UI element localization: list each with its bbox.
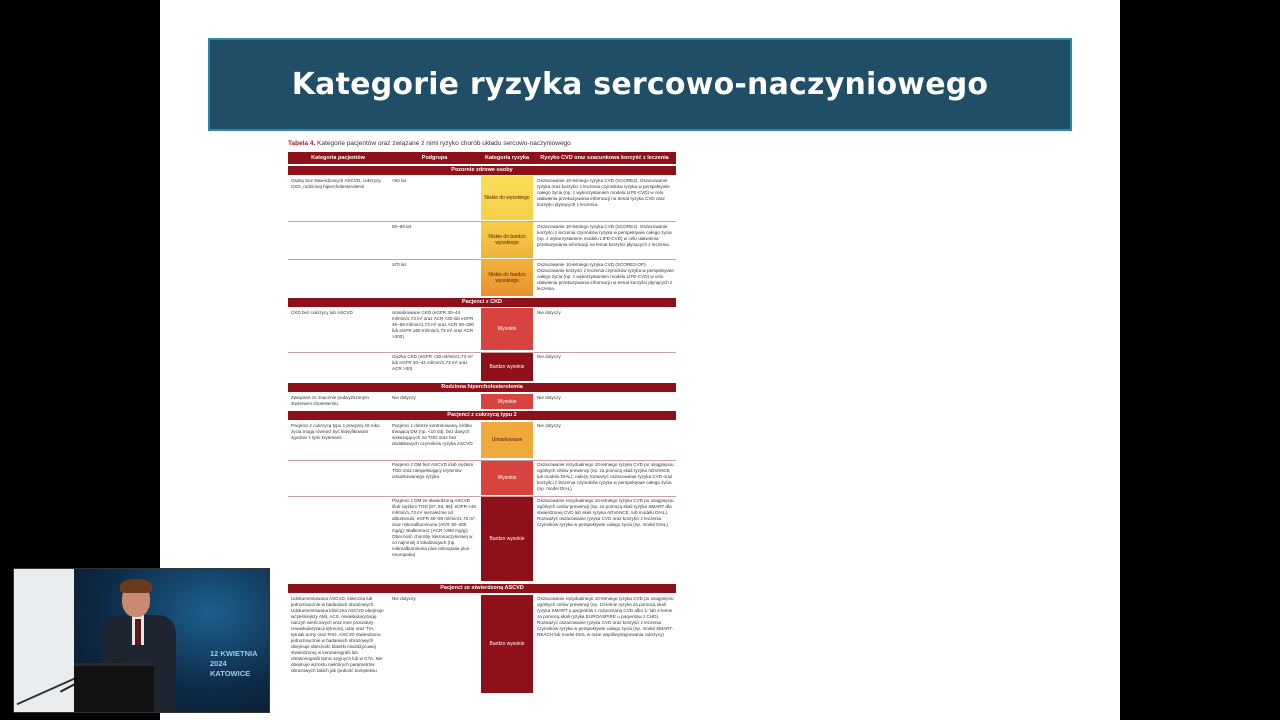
slide-title: Kategorie ryzyka sercowo-naczyniowego — [291, 67, 989, 102]
ascvd-desc: Oszacowanie rezydualnego 10-letniego ryzyka CVD po osiągnięciu ogólnych celów prewencji (np. 10-letnie ryzyko za pomocą skali ryzyka SMART u pacjentów z rozpoznaną CVD albo 1- lub 2-letnie za pomocą skali ryzyka EUROASPIRE u pacjentów z CHD). Rozważyć oszacowanie ryzyka CVD oraz korzyści z leczenia czynników ryzyka w perspektywie całego życia (np. model SMART-REACH lub model DIAL w razie współwystępowania cukrzycy) — [537, 596, 674, 637]
section-ckd: Pacjenci z CKD — [288, 298, 676, 307]
speaker-tie — [135, 619, 141, 645]
ckd-subgroup-1: Umiarkowane CKD (eGFR 30–44 ml/min/1,73 m² oraz ACR <30 lub eGFR 45–59 ml/min/1,73 m² oraz ACR 30–300 lub eGFR ≥60 ml/min/1,73 m² oraz ACR >300) — [392, 310, 474, 339]
healthy-category: Osoby bez stwierdzonych ASCVD, cukrzycy, CKD, rodzinnej hipercholesterolemii — [291, 178, 382, 189]
table-caption-text: Kategorie pacjentów oraz związane z nimi ryzyko chorób układu sercowo-naczyniowego — [317, 140, 571, 147]
ckd-risk-2: Bardzo wysokie — [481, 353, 533, 381]
speaker-video-overlay — [13, 568, 270, 713]
healthy-subgroup-3: ≥70 lat — [392, 262, 406, 267]
header-risk-category: Kategoria ryzyka — [484, 155, 530, 161]
dm-subgroup-1: Pacjenci z dobrze kontrolowaną, krótko trwającą DM (np. <10 lat), bez danych wskazujących na TOD oraz bez dodatkowych czynników ryzyka ASCVD — [392, 423, 473, 446]
header-subgroup: Podgrupa — [421, 155, 448, 161]
healthy-desc-2: Oszacowanie 10-letniego ryzyka CVD (SCORE2). Oszacowanie korzyści z leczenia czynników ryzyka w perspektywie całego życia (np. z wykorzystaniem modelu LIFE-CVD) w celu ułatwienia przekazywania informacji na temat korzyści płynących z leczenia. — [537, 224, 672, 247]
ckd-category: CKD bez cukrzycy lub ASCVD — [291, 310, 353, 315]
header-patient-category: Kategoria pacjentów — [311, 155, 365, 161]
header-cvd-risk: Ryzyko CVD oraz szacunkowa korzyść z leczenia — [540, 155, 669, 161]
dm-desc-1: Nie dotyczy — [537, 423, 561, 428]
ckd-risk-1: Wysokie — [481, 308, 533, 350]
fh-risk: Wysokie — [481, 394, 533, 409]
laptop — [74, 663, 154, 713]
dm-desc-3: Oszacowanie rezydualnego 10-letniego ryzyka CVD po osiągnięciu ogólnych celów prewencji (np. za pomocą skali ryzyka SMART dla stwierdzonej CVD lub skali ryzyka ADVANCE, lub modelu DIAL). Rozważyć oszacowanie ryzyka CVD oraz korzyści z leczenia czynników ryzyka w perspektywie całego życia (np. model DIAL) — [537, 498, 674, 527]
dm-risk-3: Bardzo wysokie — [481, 497, 533, 581]
risk-category-table — [288, 152, 676, 694]
speaker-hair — [120, 579, 152, 593]
section-familial-hypercholesterolemia: Rodzinna hipercholesterolemia — [288, 383, 676, 392]
dm-desc-2: Oszacowanie rezydualnego 10-letniego ryzyka CVD po osiągnięciu ogólnych celów prewencji (np. za pomocą skali ryzyka ADVANCE lub modelu DIAL); należy rozważyć oszacowanie ryzyka CVD oraz korzyści z leczenia czynników ryzyka w perspektywie całego życia (np. model DIAL) — [537, 462, 674, 491]
healthy-risk-1: Niskie do wysokiego — [481, 176, 533, 220]
healthy-desc-1: Oszacowanie 10-letniego ryzyka CVD (SCORE2). Oszacowanie ryzyka oraz korzyści z leczenia czynników ryzyka w perspektywie całego życia (np. z wykorzystaniem modelu LIFE-CVD) w celu ułatwienia przekazywania informacji na temat ryzyka CVD oraz korzyści płynących z leczenia. — [537, 178, 670, 207]
slide-title-banner — [208, 38, 1072, 131]
ascvd-subgroup: Nie dotyczy — [392, 596, 416, 601]
ascvd-category: Udokumentowana ASCVD, kliniczna lub jednoznacznie w badaniach obrazowych. Udokumentowana kliniczna ASCVD obejmuje wcześniejszy AMI, ACS, rewaskularyzację naczyń wieńcowych oraz inne procedury rewaskularyzacji tętniczej, udar oraz TIA, tętniak aorty oraz PAD. ASCVD stwierdzona jednoznacznie w badaniach obrazowych obejmuje obecność blaszki miażdżycowej stwierdzonej w koronarografii lub ultrasonografii tętnic szyjnych lub w CTA. Nie obejmuje wzrostu niektórych parametrów obrazowych takich jak grubość kompleksu — [291, 596, 384, 673]
ckd-desc-2: Nie dotyczy — [537, 354, 561, 359]
event-city: KATOWICE — [210, 669, 251, 678]
healthy-desc-3: Oszacowanie 10-letniego ryzyka CVD (SCORE2-OP). Oszacowanie korzyści z leczenia czynników ryzyka w perspektywie całego życia (np. z wykorzystaniem modelu LIFE-CVD) w celu ułatwienia przekazywania informacji na temat korzyści płynących z leczenia. — [537, 262, 674, 291]
fh-subgroup: Nie dotyczy — [392, 395, 416, 400]
table-caption — [288, 140, 678, 147]
dm-risk-1: Umiarkowane — [481, 422, 533, 458]
table-header-row — [288, 152, 676, 164]
event-date: 12 KWIETNIA 2024 — [210, 649, 258, 668]
event-date-text — [210, 649, 269, 679]
section-established-ascvd: Pacjenci ze stwierdzoną ASCVD — [288, 584, 676, 593]
section-apparently-healthy: Pozornie zdrowe osoby — [288, 166, 676, 175]
ascvd-risk: Bardzo wysokie — [481, 595, 533, 693]
table-caption-number: Tabela 4. — [288, 140, 316, 147]
healthy-risk-3: Niskie do bardzo wysokiego — [481, 260, 533, 296]
ckd-subgroup-2: Ciężka CKD (eGFR <30 ml/min/1,73 m² lub eGFR 30–44 ml/min/1,73 m² oraz ACR >30) — [392, 354, 473, 371]
ckd-desc-1: Nie dotyczy — [537, 310, 561, 315]
healthy-risk-2: Niskie do bardzo wysokiego — [481, 222, 533, 258]
dm-category: Pacjenci z cukrzycą typu 1 powyżej 40 roku życia mogą również być klasyfikowani zgodnie z tymi kryteriami — [291, 423, 380, 440]
fh-desc: Nie dotyczy — [537, 395, 561, 400]
healthy-subgroup-1: <50 lat — [392, 178, 406, 183]
healthy-subgroup-2: 50–69 lat — [392, 224, 411, 229]
section-type2-diabetes: Pacjenci z cukrzycą typu 2 — [288, 411, 676, 420]
dm-subgroup-2: Pacjenci z DM bez ASCVD i/lub ciężkim TOD oraz niespełniający kryteriów umiarkowanego ryzyka — [392, 462, 474, 479]
dm-subgroup-3: Pacjenci z DM ze stwierdzoną ASCVD i/lub ciężkim TOD [87, 93, 95]: eGFR <45 ml/min/1,73 m² niezależnie od albuminurii; eGFR 45–59 ml/min/1,73 m² oraz mikroalbuminuria (ACR 30–300 mg/g); Białkomocz (ACR >300 mg/g); Obecność choroby mikronaczyniowej w co najmniej 3 lokalizacjach (np. mikroalbuminuria plus retinopatia plus neuropatia) — [392, 498, 476, 557]
dm-risk-2: Wysokie — [481, 461, 533, 495]
fh-category: Związane ze znacznie podwyższonym stężeniem cholesterolu — [291, 395, 369, 406]
